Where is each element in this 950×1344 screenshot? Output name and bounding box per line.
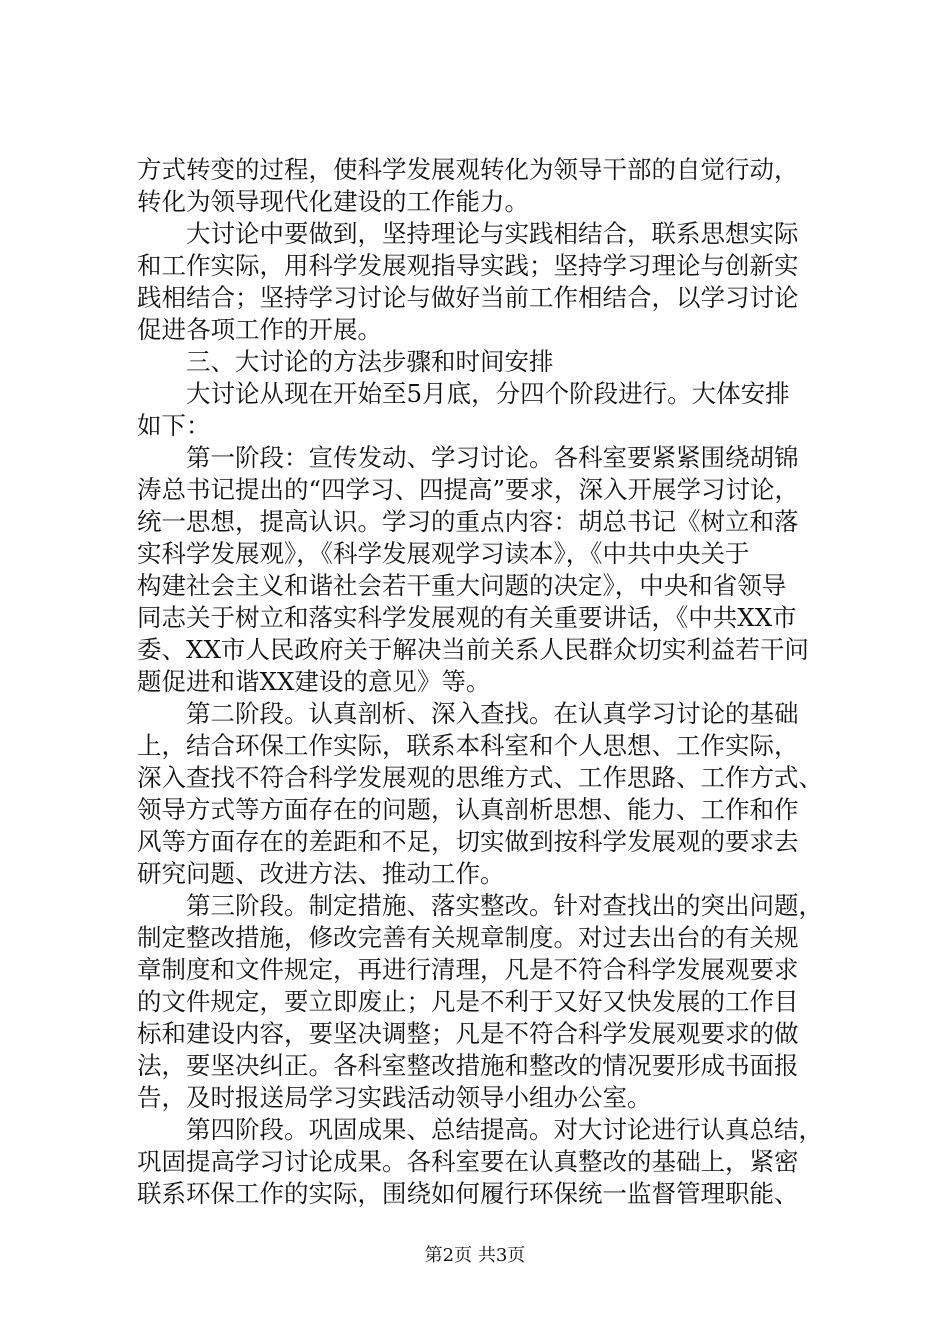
text-line: 题促进和谐XX建设的意见》等。 xyxy=(137,667,491,696)
text-line: 涛总书记提出的“四学习、四提高”要求，深入开展学习讨论， xyxy=(137,475,800,504)
text-line: 和工作实际，用科学发展观指导实践；坚持学习理论与创新实 xyxy=(137,251,799,280)
text-line: 联系环保工作的实际，围绕如何履行环保统一监督管理职能、 xyxy=(137,1179,799,1208)
text-line: 法，要坚决纠正。各科室整改措施和整改的情况要形成书面报 xyxy=(137,1051,799,1080)
text-line: 制定整改措施，修改完善有关规章制度。对过去出台的有关规 xyxy=(137,923,799,952)
text-line: 构建社会主义和谐社会若干重大问题的决定》，中央和省领导 xyxy=(137,571,787,600)
text-line: 第二阶段。认真剖析、深入查找。在认真学习讨论的基础 xyxy=(137,699,799,728)
text-line: 第一阶段：宣传发动、学习讨论。各科室要紧紧围绕胡锦 xyxy=(137,443,799,472)
text-line: 大讨论中要做到，坚持理论与实践相结合，联系思想实际 xyxy=(137,219,799,248)
page-footer: 第2页 共3页 xyxy=(424,1245,526,1266)
text-line: 第三阶段。制定措施、落实整改。针对查找出的突出问题， xyxy=(137,891,823,920)
text-line: 三、大讨论的方法步骤和时间安排 xyxy=(137,347,554,376)
text-line: 方式转变的过程，使科学发展观转化为领导干部的自觉行动， xyxy=(137,155,799,184)
text-line: 的文件规定，要立即废止；凡是不利于又好又快发展的工作目 xyxy=(137,987,799,1016)
text-line: 第四阶段。巩固成果、总结提高。对大讨论进行认真总结， xyxy=(137,1115,823,1144)
text-line: 委、XX市人民政府关于解决当前关系人民群众切实利益若干问 xyxy=(137,635,809,664)
text-line: 如下： xyxy=(137,411,211,440)
text-line: 深入查找不符合科学发展观的思维方式、工作思路、工作方式、 xyxy=(137,763,823,792)
text-line: 章制度和文件规定，再进行清理，凡是不符合科学发展观要求 xyxy=(137,955,799,984)
text-line: 践相结合；坚持学习讨论与做好当前工作相结合，以学习讨论 xyxy=(137,283,799,312)
text-line: 告，及时报送局学习实践活动领导小组办公室。 xyxy=(137,1083,652,1112)
text-line: 促进各项工作的开展。 xyxy=(137,315,382,344)
text-line: 标和建设内容，要坚决调整；凡是不符合科学发展观要求的做 xyxy=(137,1019,799,1048)
text-line: 统一思想，提高认识。学习的重点内容：胡总书记《树立和落 xyxy=(137,507,799,536)
text-line: 转化为领导现代化建设的工作能力。 xyxy=(137,187,529,216)
text-line: 实科学发展观》，《科学发展观学习读本》，《中共中央关于 xyxy=(137,539,750,568)
text-line: 同志关于树立和落实科学发展观的有关重要讲话，《中共XX市 xyxy=(137,603,797,632)
text-line: 风等方面存在的差距和不足，切实做到按科学发展观的要求去 xyxy=(137,827,799,856)
text-line: 研究问题、改进方法、推动工作。 xyxy=(137,859,505,888)
text-line: 大讨论从现在开始至5月底，分四个阶段进行。大体安排 xyxy=(137,379,790,408)
text-line: 领导方式等方面存在的问题，认真剖析思想、能力、工作和作 xyxy=(137,795,799,824)
text-line: 巩固提高学习讨论成果。各科室要在认真整改的基础上，紧密 xyxy=(137,1147,799,1176)
text-line: 上，结合环保工作实际，联系本科室和个人思想、工作实际， xyxy=(137,731,799,760)
